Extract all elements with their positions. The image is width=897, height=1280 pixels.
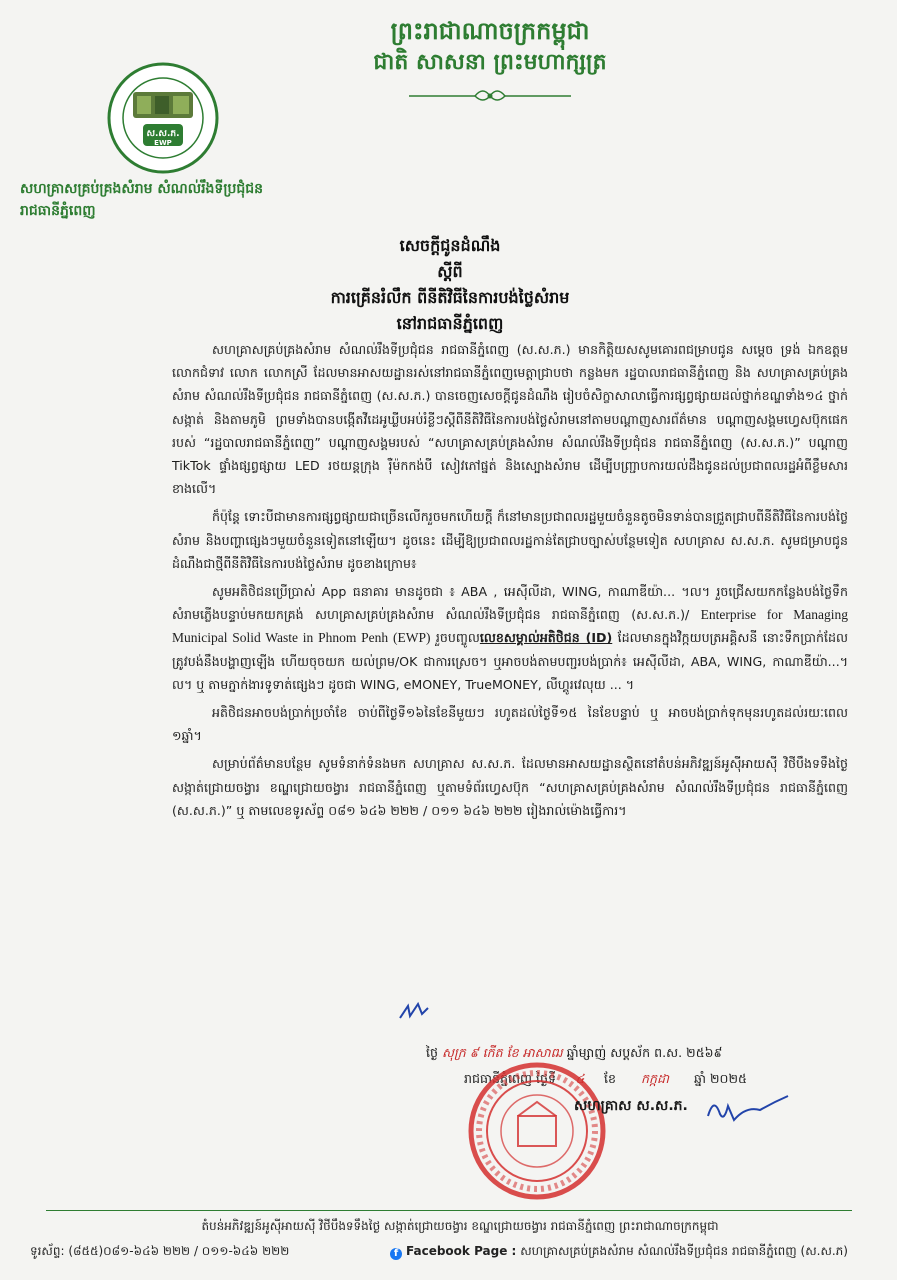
org-name-line1: សហគ្រាសគ្រប់គ្រងសំរាម សំណល់រឹងទីប្រជុំជន [20,181,264,197]
organization-name [20,178,280,222]
national-motto: ជាតិ សាសនា ព្រះមហាក្សត្រ [373,50,607,75]
lunar-suffix: ឆ្នាំម្សាញ់ សប្តស័ក ព.ស. ២៥៦៩ [566,1045,723,1060]
ornament-divider-icon [405,84,575,106]
date-month: កក្កដា [641,1071,669,1086]
signer-name: សហគ្រាស ស.ស.ភ. [574,1098,688,1114]
title-line2: ស្ដីពី [437,262,463,281]
paragraph-3 [172,580,848,696]
paragraph-4: អតិថិជនអាចបង់ប្រាក់ប្រចាំខែ ចាប់ពីថ្ងៃទី១៦នៃខែនីមួយៗ រហូតដល់ថ្ងៃទី១៥ នៃខែបន្ទាប់ ឬ អាចបង់ប្រាក់ទុកមុនរហូតដល់រយៈពេល ១ឆ្នាំ។ [172,705,848,744]
date-year: ឆ្នាំ ២០២៥ [694,1071,747,1086]
paragraph-3-c: ដែលមានក្នុងវិក្កយបត្រអគ្គិសនី នោះទឹកប្រាក់ដែលត្រូវបង់នឹងបង្ហាញឡើង ហើយចុចយក យល់ព្រម/OK ជាការស្រេច។ ឬអាចបង់តាមបញ្ជរបង់ប្រាក់៖ អេស៊ីលីដា, ABA, WING, កាណាឌីយ៉ា...។ល។ ឬ តាមភ្នាក់ងារទូទាត់ផ្សេងៗ ដូចជា WING, eMONEY, TrueMONEY, លីហ្គូរវេលុយ ... ។ [172,630,848,692]
kingdom-title: ព្រះរាជាណាចក្រកម្ពុជា [390,17,590,45]
footer-address: តំបន់អភិវឌ្ឍន៍អូស៊ីអាយស៊ី វិថីបឹងទទឹងថ្ងៃ សង្កាត់ជ្រោយចង្វារ ខណ្ឌជ្រោយចង្វារ រាជធានីភ្នំពេញ ព្រះរាជាណាចក្រកម្ពុជា [201,1219,719,1233]
official-stamp-icon [466,1060,608,1202]
title-line4: នៅរាជធានីភ្នំពេញ [396,314,504,333]
date-day: ៤ [575,1071,585,1086]
lunar-prefix: ថ្ងៃ [426,1045,438,1060]
logo-abbr: ស.ស.ភ. [146,129,180,139]
signature-icon [704,1092,790,1126]
kingdom-header [300,14,680,78]
paragraph-3-b: រួចបញ្ចូល [430,630,480,646]
initial-mark-icon [396,1000,430,1024]
facebook-label: Facebook Page : [406,1244,517,1258]
footer-facebook [390,1240,848,1262]
title-line3: ការគ្រើនរំលឹក ពីនីតិវិធីនៃការបង់ថ្លៃសំរាម [330,288,570,307]
enterprise-english-name: Enterprise for Managing Municipal Solid Waste in Phnom Penh (EWP) [172,607,848,646]
notice-title [240,233,660,337]
paragraph-1: សហគ្រាសគ្រប់គ្រងសំរាម សំណល់រឹងទីប្រជុំជន រាជធានីភ្នំពេញ (ស.ស.ភ.) មានកិត្តិយសសូមគោរពជម្រាបជូន សម្ដេច ទ្រង់ ឯកឧត្តម លោកជំទាវ លោក លោកស្រី ដែលមានអាសយដ្ឋានរស់នៅរាជធានីភ្នំពេញមេត្តាជ្រាបថា កន្លងមក រដ្ឋបាលរាជធានីភ្នំពេញ និង សហគ្រាសគ្រប់គ្រងសំរាម សំណល់រឹងទីប្រជុំជន រាជធានីភ្នំពេញ (ស.ស.ភ.) បានចេញសេចក្ដីជូនដំណឹង រៀបចំសិក្ខាសាលាធ្វើការផ្សព្វផ្សាយដល់ថ្នាក់ខណ្ឌទាំង១៤ ថ្នាក់សង្កាត់ និងតាមភូមិ ព្រមទាំងបានបង្កើតវីដេអូឃ្លីបអប់រំខ្លីៗស្ដីពីនីតិវិធីនៃការបង់ថ្លៃសំរាមនៅតាមបណ្ដាញសារព័ត៌មាន បណ្ដាញសង្គមហ្វេសប៊ុកផេករបស់ “រដ្ឋបាលរាជធានីភ្នំពេញ” បណ្ដាញសង្គមរបស់ “សហគ្រាសគ្រប់គ្រងសំរាម សំណល់រឹងទីប្រជុំជន រាជធានីភ្នំពេញ (ស.ស.ភ.)” បណ្ដាញ TikTok ផ្ទាំងផ្សព្វផ្សាយ LED រថយន្តក្រុង រ៉ឺម៉កកង់បី សៀវភៅផ្នត់ និងស្បោងសំរាម ដើម្បីបញ្ជ្រាបការយល់ដឹងជូនដល់ប្រជាពលរដ្ឋអំពីខ្លឹមសារខាងលើ។ [172,342,848,497]
ewp-logo-icon [107,62,219,174]
paragraph-5: សម្រាប់ព័ត៌មានបន្ថែម សូមទំនាក់ទំនងមក សហគ្រាស ស.ស.ភ. ដែលមានអាសយដ្ឋានស្ថិតនៅតំបន់អភិវឌ្ឍន៍អូស៊ីអាយស៊ី វិថីបឹងទទឹងថ្ងៃ សង្កាត់ជ្រោយចង្វារ ខណ្ឌជ្រោយចង្វារ រាជធានីភ្នំពេញ ឬតាមទំព័រហ្វេសប៊ុក “សហគ្រាសគ្រប់គ្រងសំរាម សំណល់រឹងទីប្រជុំជន រាជធានីភ្នំពេញ (ស.ស.ភ.)” ឬ តាមលេខទូរស័ព្ទ ០៨១ ៦៤៦ ២២២ / ០១១ ៦៤៦ ២២២ រៀងរាល់ម៉ោងធ្វើការ។ [172,756,848,818]
lunar-handwritten: សុក្រ ៩ កើត ខែ អាសាឍ [442,1045,563,1060]
customer-id-label: លេខសម្គាល់អតិថិជន (ID) [479,630,613,646]
footer-phone: ទូរស័ព្ទ: (៨៥៥)០៨១-៦៤៦ ២២២ / ០១១-៦៤៦ ២២២ [30,1244,290,1258]
paragraph-2: ក៏ប៉ុន្តែ ទោះបីជាមានការផ្សព្វផ្សាយជាច្រើនលើករួចមកហើយក្ដី ក៏នៅមានប្រជាពលរដ្ឋមួយចំនួនតូចមិនទាន់បានជ្រួតជ្រាបពីនីតិវិធីនៃការបង់ថ្លៃសំរាម និងបញ្ហាផ្សេងៗមួយចំនួនទៀតនៅឡើយ។ ដូចនេះ ដើម្បីឱ្យប្រជាពលរដ្ឋកាន់តែជ្រាបច្បាស់បន្ថែមទៀត សហគ្រាស ស.ស.ភ. សូមជម្រាបជូនដំណឹងជាថ្មីពីនីតិវិធីនៃការបង់ថ្លៃសំរាម ដូចខាងក្រោម៖ [172,509,848,571]
footer-divider [46,1210,852,1211]
date-prefix: រាជធានីភ្នំពេញ ថ្ងៃទី [464,1071,556,1086]
paragraph-3-a: សូមអតិថិជនប្រើប្រាស់ App ធនាគារ មានដូចជា ៖ ABA , អេស៊ីលីដា, WING, កាណាឌីយ៉ា... ។ល។ រួចជ្រើសយកកន្លែងបង់ថ្លៃទឹក សំរាមភ្លើងបន្ទាប់មកយកគ្រង់ សហគ្រាសគ្រប់គ្រងសំរាម សំណល់រឹងទីប្រជុំជន រាជធានីភ្នំពេញ (ស.ស.ភ.)/ [172,584,848,623]
facebook-page-name: សហគ្រាសគ្រប់គ្រងសំរាម សំណល់រឹងទីប្រជុំជន រាជធានីភ្នំពេញ (ស.ស.ភ) [520,1244,848,1258]
facebook-icon: f [390,1248,402,1260]
title-line1: សេចក្ដីជូនដំណឹង [399,236,501,255]
notice-body [172,338,848,827]
org-name-line2: រាជធានីភ្នំពេញ [20,203,96,219]
date-month-label: ខែ [603,1071,616,1086]
logo-code: EWP [154,139,172,147]
